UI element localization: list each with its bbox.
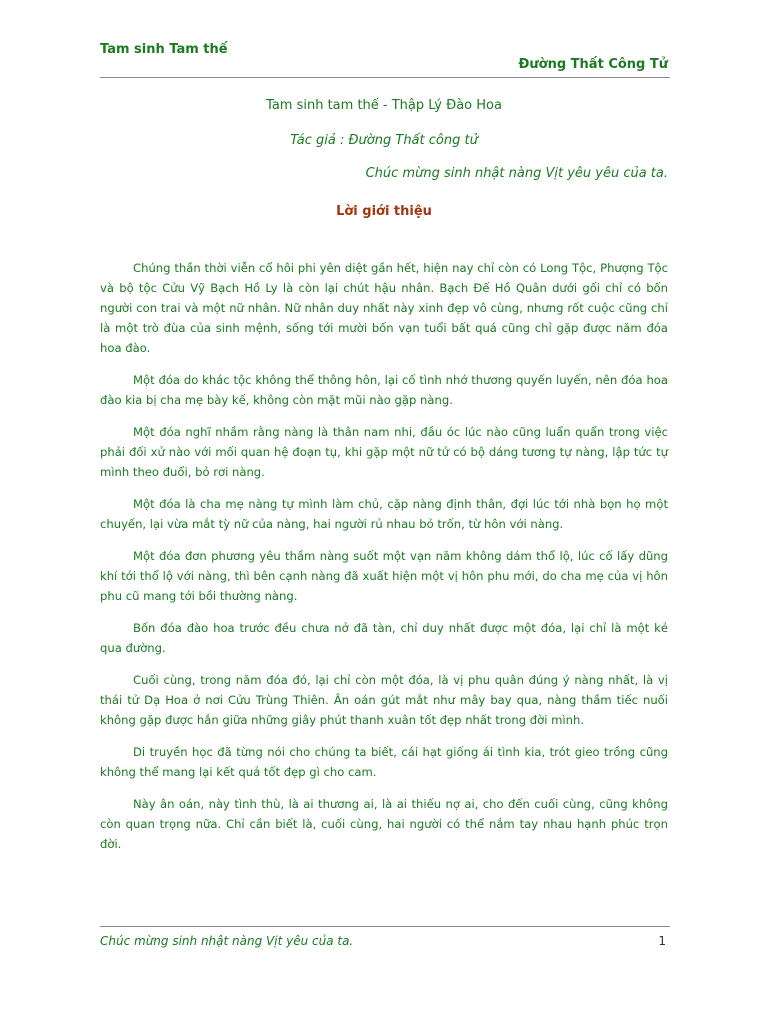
paragraph-1: Chúng thần thời viễn cổ hôi phi yên diệt gần hết, hiện nay chỉ còn có Long Tộc, Phượng Tộc và bộ tộc Cửu Vỹ Bạch Hồ Ly là còn lại chút hậu nhân. Bạch Đế Hồ Quân dưới gối chỉ có bốn người con trai và một nữ nhân. Nữ nhân duy nhất này xinh đẹp vô cùng, nhưng rốt cuộc cũng chỉ là một trò đùa của sinh mệnh, sống tới mười bốn vạn tuổi bất quá cũng chỉ gặp được năm đóa hoa đào.: [100, 261, 668, 355]
footer-dedication: Chúc mừng sinh nhật nàng Vịt yêu của ta.: [100, 934, 354, 948]
paragraph-8: Di truyền học đã từng nói cho chúng ta biết, cái hạt giống ái tình kia, trót gieo trồng cũng không thể mang lại kết quả tốt đẹp gì cho cam.: [100, 745, 668, 779]
dedication-line: Chúc mừng sinh nhật nàng Vịt yêu yêu của ta.: [365, 166, 668, 181]
running-header-book-title: Tam sinh Tam thế: [100, 42, 228, 57]
footer-divider: [100, 926, 670, 927]
paragraph-5: Một đóa đơn phương yêu thầm nàng suốt một vạn năm không dám thổ lộ, lúc cố lấy dũng khí tới thổ lộ với nàng, thì bên cạnh nàng đã xuất hiện một vị hôn phu mới, do cha mẹ của vị hôn phu cũ mang tới bồi thường nàng.: [100, 549, 668, 603]
section-title: Lời giới thiệu: [336, 204, 432, 219]
paragraph-9: Này ân oán, này tình thù, là ai thương ai, là ai thiếu nợ ai, cho đến cuối cùng, cũng không còn quan trọng nữa. Chỉ cần biết là, cuối cùng, hai người có thể nắm tay nhau hạnh phúc trọn đời.: [100, 797, 668, 851]
paragraph-2: Một đóa do khác tộc không thể thông hôn, lại cố tình nhớ thương quyến luyến, nên đóa hoa đào kia bị cha mẹ bày kế, không còn mặt mũi nào gặp nàng.: [100, 373, 668, 407]
header-divider: [100, 77, 670, 78]
document-title: Tam sinh tam thế - Thập Lý Đào Hoa: [266, 98, 502, 113]
page-number: 1: [658, 934, 666, 948]
paragraph-3: Một đóa nghĩ nhầm rằng nàng là thân nam nhi, đầu óc lúc nào cũng luẩn quẩn trong việc phải đối xử nào với mối quan hệ đoạn tụ, khi gặp một nữ tử có bộ dáng tương tự nàng, lập tức tự mình theo đuổi, bỏ rơi nàng.: [100, 425, 668, 479]
running-header-author: Đường Thất Công Tử: [518, 57, 668, 72]
author-line: Tác giả : Đường Thất công tử: [290, 133, 478, 148]
paragraph-7: Cuối cùng, trong năm đóa đó, lại chỉ còn một đóa, là vị phu quân đúng ý nàng nhất, là vị thái tử Dạ Hoa ở nơi Cửu Trùng Thiên. Ân oán gút mắt như mây bay qua, nàng thầm tiếc nuối không gặp được hắn giữa những giây phút thanh xuân tốt đẹp nhất trong đời mình.: [100, 673, 668, 727]
paragraph-6: Bốn đóa đào hoa trước đều chưa nở đã tàn, chỉ duy nhất được một đóa, lại chỉ là một kẻ qua đường.: [100, 621, 668, 655]
paragraph-4: Một đóa là cha mẹ nàng tự mình làm chủ, cặp nàng định thân, đợi lúc tới nhà bọn họ một chuyến, lại vừa mắt tỳ nữ của nàng, hai người rủ nhau bỏ trốn, từ hôn với nàng.: [100, 497, 668, 531]
body-text: [100, 258, 668, 866]
